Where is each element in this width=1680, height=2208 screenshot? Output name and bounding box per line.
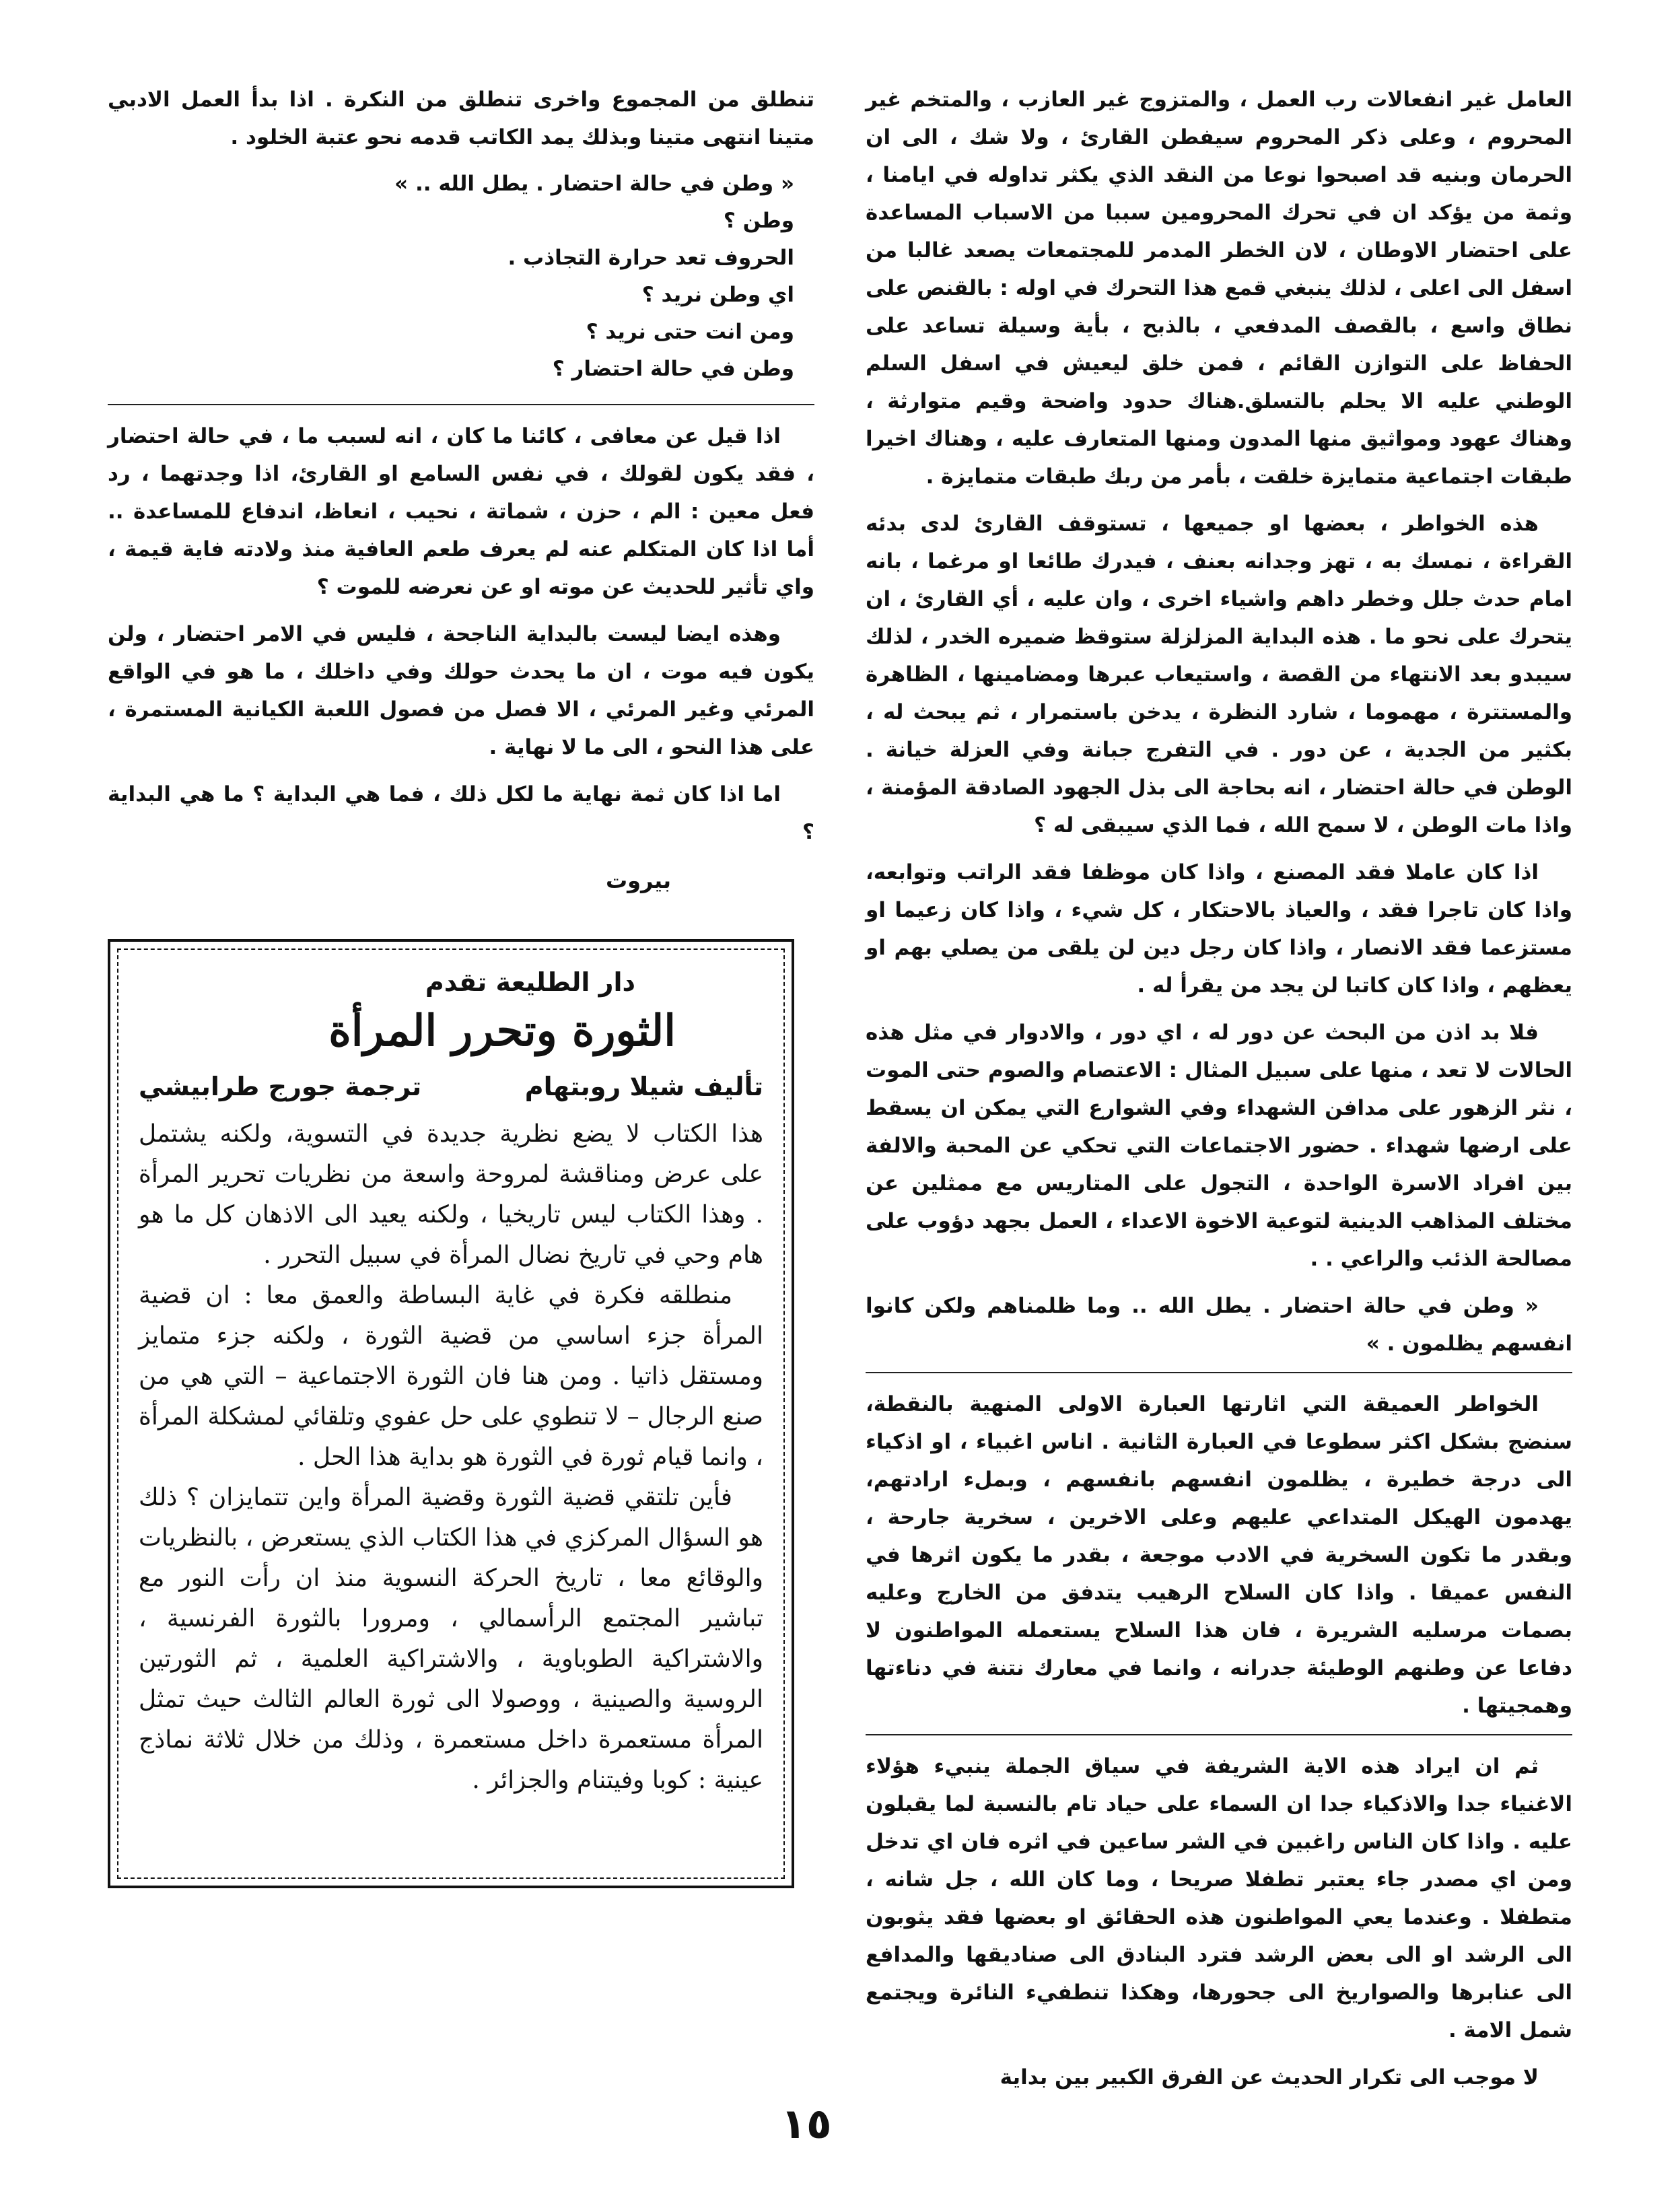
quoted-phrase: « وطن في حالة احتضار . يطل الله .. وما ظلمناهم ولكن كانوا انفسهم يظلمون . »	[866, 1294, 1572, 1356]
poem-line: ومن انت حتى نريد ؟	[586, 320, 794, 344]
book-advertisement	[108, 939, 794, 1888]
ad-paragraph: منطلقه فكرة في غاية البساطة والعمق معا : ان قضية المرأة جزء اساسي من قضية الثورة ، ولكنه جزء متمايز ومستقل ذاتيا . ومن هنا فان الثورة الاجتماعية – التي هي من صنع الرجال – لا تنطوي على حل عفوي وتلقائي لمشكلة المرأة ، وانما قيام ثورة في الثورة هو بداية هذا الحل .	[139, 1282, 763, 1471]
section-divider	[108, 404, 814, 405]
poem-line: وطن في حالة احتضار ؟	[552, 357, 794, 381]
body-paragraph: فلا بد اذن من البحث عن دور له ، اي دور ، والادوار في مثل هذه الحالات لا تعد ، منها على سبيل المثال : الاعتصام والصوم حتى الموت ، نثر الزهور على مدافن الشهداء وفي الشوارع التي يمكن ان يسقط على ارضها شهداء . حضور الاجتماعات التي تحكي عن المحبة والالفة بين افراد الاسرة الواحدة ، التجول على المتاريس مع ممثلين عن مختلف المذاهب الدينية لتوعية الاخوة الاعداء ، العمل بجهد دؤوب على مصالحة الذئب والراعي . .	[866, 1021, 1572, 1271]
poem-line: الحروف تعد حرارة التجاذب .	[508, 246, 794, 270]
poem-line: وطن ؟	[723, 209, 794, 233]
body-paragraph: العامل غير انفعالات رب العمل ، والمتزوج غير العازب ، والمتخم غير المحروم ، وعلى ذكر المحروم سيفطن القارئ ، ولا شك ، الى ان الحرمان وبنيه قد اصبحوا نوعا من النقد الذي يكثر تداوله في ايامنا ، وثمة من يؤكد ان في تحرك المحرومين سببا من الاسباب المساعدة على احتضار الاوطان ، لان الخطر المدمر للمجتمعات يصعد غالبا من اسفل الى اعلى ، لذلك ينبغي قمع هذا التحرك في اوله : بالقنص على نطاق واسع ، بالقصف المدفعي ، بالذبح ، بأية وسيلة تساعد على الحفاظ على التوازن القائم ، فمن خلق ليعيش في اسفل السلم الوطني عليه الا يحلم بالتسلق.هناك حدود واضحة وقيم متوارثة ، وهناك عهود ومواثيق منها المدون ومنها المتعارف عليه ، وهناك اخيرا طبقات اجتماعية متمايزة خلقت ، بأمر من ربك طبقات متمايزة .	[866, 88, 1572, 489]
ad-translator: ترجمة جورج طرابيشي	[139, 1072, 422, 1101]
body-paragraph: لا موجب الى تكرار الحديث عن الفرق الكبير بين بداية	[1000, 2065, 1539, 2090]
body-paragraph: هذه الخواطر ، بعضها او جميعها ، تستوقف القارئ لدى بدئه القراءة ، نمسك به ، تهز وجدانه بعنف ، فيدرك طائعا او مرغما ، بانه امام حدث جلل وخطر داهم واشياء اخرى ، وان عليه ، أي القارئ ، ان يتحرك على نحو ما . هذه البداية المزلزلة ستوقظ ضميره الخدر ، لذلك سيبدو بعد الانتهاء من القصة ، واستيعاب عبرها ومضامينها ، الظاهرة والمستترة ، مهموما ، شارد النظرة ، يدخن باستمرار ، ثم يبحث له ، بكثير من الجدية ، عن دور . في التفرج جبانة وفي العزلة خيانة . الوطن في حالة احتضار ، انه بحاجة الى بذل الجهود الصادقة المؤمنة ، واذا مات الوطن ، لا سمح الله ، فما الذي سيبقى له ؟	[866, 512, 1572, 837]
ad-paragraph: هذا الكتاب لا يضع نظرية جديدة في التسوية، ولكنه يشتمل على عرض ومناقشة لمروحة واسعة من نظريات تحرير المرأة . وهذا الكتاب ليس تاريخيا ، ولكنه يعيد الى الاذهان كل ما هو هام وحي في تاريخ نضال المرأة في سبيل التحرر .	[139, 1120, 763, 1269]
body-paragraph: اذا كان عاملا فقد المصنع ، واذا كان موظفا فقد الراتب وتوابعه، واذا كان تاجرا فقد ، والعياذ بالاحتكار ، كل شيء ، واذا كان زعيما او مستزعما فقد الانصار ، واذا كان رجل دين لن يلقى من يصلي بهم او يعظهم ، واذا كان كاتبا لن يجد من يقرأ له .	[866, 860, 1572, 998]
poem-line: اي وطن نريد ؟	[641, 283, 794, 307]
ad-book-title: الثورة وتحرر المرأة	[328, 1006, 676, 1056]
right-column	[866, 81, 1572, 2106]
body-paragraph: الخواطر العميقة التي اثارتها العبارة الاولى المنهية بالنقطة، سنضج بشكل اكثر سطوعا في العبارة الثانية . اناس اغبياء ، او اذكياء الى درجة خطيرة ، يظلمون انفسهم بانفسهم ، وبملء ارادتهم، يهدمون الهيكل المتداعي عليهم وعلى الاخرين ، سخرية جارحة ، وبقدر ما تكون السخرية في الادب موجعة ، بقدر ما يكون اثرها في النفس عميقا . واذا كان السلاح الرهيب يتدفق من الخارج وعليه بصمات مرسليه الشريرة ، فان هذا السلاح يستعمله المواطنون لا دفاعا عن وطنهم الوطيئة جدرانه ، وانما في معارك نتنة في دناءتها وهمجيتها .	[866, 1392, 1572, 1718]
body-paragraph: ثم ان ايراد هذه الاية الشريفة في سياق الجملة ينبيء هؤلاء الاغنياء جدا والاذكياء جدا ان السماء على حياد تام بالنسبة لما يقبلون عليه . واذا كان الناس راغبين في الشر ساعين في اثره فان اي تدخل ومن اي مصدر جاء يعتبر تطفلا صريحا ، وما كان الله ، جل شانه ، متطفلا . وعندما يعي المواطنون هذه الحقائق او بعضها فقد يثوبون الى الرشد او الى بعض الرشد فترد البنادق الى صناديقها والمدافع الى عنابرها والصواريخ الى جحورها، وهكذا تنطفيء النائرة ويجتمع شمل الامة .	[866, 1754, 1572, 2042]
signoff-city: بيروت	[606, 868, 672, 893]
section-divider	[866, 1734, 1572, 1735]
ad-publisher: دار الطليعة تقدم	[425, 967, 635, 997]
poem-block	[108, 166, 814, 388]
body-paragraph: اذا قيل عن معافى ، كائنا ما كان ، انه لسبب ما ، في حالة احتضار ، فقد يكون لقولك ، في نفس السامع او القارئ، اذا وجدتهما ، رد فعل معين : الم ، حزن ، شماتة ، نحيب ، انعاظ، اندفاع للمساعدة .. أما اذا كان المتكلم عنه لم يعرف طعم العافية منذ ولادته فاية قيمة ، واي تأثير للحديث عن موته او عن نعرضه للموت ؟	[108, 424, 814, 599]
body-paragraph: تنطلق من المجموع واخرى تنطلق من النكرة . اذا بدأ العمل الادبي متينا انتهى متينا وبذلك يمد الكاتب قدمه نحو عتبة الخلود .	[108, 88, 814, 149]
ad-credits	[139, 1066, 763, 1107]
ad-paragraph: فأين تلتقي قضية الثورة وقضية المرأة واين تتمايزان ؟ ذلك هو السؤال المركزي في هذا الكتاب الذي يستعرض ، بالنظريات والوقائع معا ، تاريخ الحركة النسوية منذ ان رأت النور مع تباشير المجتمع الرأسمالي ، ومرورا بالثورة الفرنسية ، والاشتراكية الطوباوية ، والاشتراكية العلمية ، ثم الثورتين الروسية والصينية ، ووصولا الى ثورة العالم الثالث حيث تمثل المرأة مستعمرة داخل مستعمرة ، وذلك من خلال ثلاثة نماذج عينية : كوبا وفيتنام والجزائر .	[139, 1484, 763, 1794]
section-divider	[866, 1372, 1572, 1373]
body-paragraph: وهذه ايضا ليست بالبداية الناجحة ، فليس في الامر احتضار ، ولن يكون فيه موت ، ان ما يحدث حولك وفي داخلك ، ما هو في الواقع المرئي وغير المرئي ، الا فصل من فصول اللعبة الكيانية المستمرة ، على هذا النحو ، الى ما لا نهاية .	[108, 622, 814, 759]
poem-line: « وطن في حالة احتضار . يطل الله .. »	[394, 172, 794, 196]
body-paragraph: اما اذا كان ثمة نهاية ما لكل ذلك ، فما هي البداية ؟ ما هي البداية ؟	[108, 782, 814, 844]
page-number: ١٥	[781, 2099, 832, 2148]
ad-author: تأليف شيلا روبتهام	[524, 1072, 763, 1101]
left-column	[108, 81, 814, 913]
